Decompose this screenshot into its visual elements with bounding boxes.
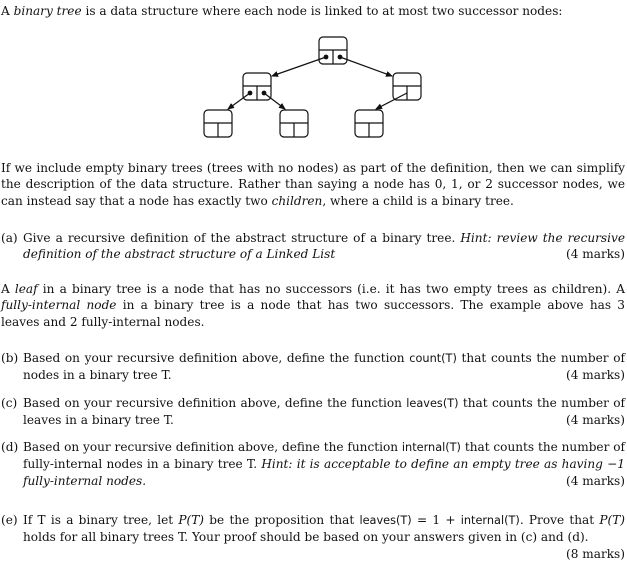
tree-edge	[340, 57, 392, 76]
tree-node-root	[319, 37, 347, 64]
tree-leaf-3	[355, 110, 383, 137]
leaf-paragraph: A leaf in a binary tree is a node that has no successors (i.e. it has two empty trees as children). A fully-internal node in a binary tree is a node that has two successors. The example above has 3 leaves and 2 fully-internal nodes.	[1, 282, 626, 329]
marks: (4 marks)	[566, 473, 625, 488]
marks: (8 marks)	[566, 546, 625, 561]
tree-node-right	[393, 73, 421, 100]
tree-edge	[228, 93, 250, 109]
function-name: internal(T)	[401, 441, 461, 454]
tree-leaf-1	[204, 110, 232, 137]
question-c: (c) Based on your recursive definition above, define the function leaves(T) that counts the number of leaves in a binary tree T. (4 marks)	[1, 396, 625, 428]
function-name: internal(T)	[460, 514, 520, 527]
marks: (4 marks)	[566, 368, 625, 383]
question-a: (a) Give a recursive definition of the abstract structure of a binary tree. Hint: review the recursive definition of the abstract structure of a Linked List (4 marks)	[1, 231, 625, 262]
tree-node-left	[243, 73, 271, 100]
question-e: (e) If T is a binary tree, let P(T) be the proposition that leaves(T) = 1 + internal(T). Prove that P(T) holds for all binary trees T. Your proof should be based on your answers given in (c) and (d). (8 marks)	[1, 513, 626, 561]
question-label: (a)	[1, 231, 18, 245]
question-label: (c)	[1, 396, 18, 410]
marks: (4 marks)	[566, 413, 625, 428]
tree-edge	[376, 93, 407, 109]
question-label: (b)	[1, 351, 19, 365]
question-label: (d)	[1, 440, 19, 454]
tree-leaf-2	[280, 110, 308, 137]
function-name: leaves(T)	[359, 514, 412, 527]
tree-edge	[272, 57, 326, 76]
definition-paragraph: If we include empty binary trees (trees with no nodes) as part of the definition, then we can simplify the description of the data structure. Rather than saying a node has 0, 1, or 2 successor nodes, we can instead say that a node has exactly two children, where a child is a binary tree.	[1, 161, 625, 208]
function-name: count(T)	[409, 352, 457, 365]
intro-text: A binary tree is a data structure where each node is linked to at most two successor nodes:	[1, 4, 563, 18]
hint-text: Hint: it is acceptable to define an empty tree as having −1 fully-internal nodes.	[23, 457, 625, 488]
binary-tree-diagram	[0, 0, 627, 150]
function-name: leaves(T)	[406, 397, 459, 410]
hint-text: Hint: review the recursive definition of the abstract structure of a Linked List	[23, 231, 625, 262]
tree-edge	[264, 93, 285, 109]
question-label: (e)	[1, 513, 18, 527]
question-b: (b) Based on your recursive definition above, define the function count(T) that counts the number of nodes in a binary tree T. (4 marks)	[1, 351, 625, 383]
question-d: (d) Based on your recursive definition above, define the function internal(T) that counts the number of fully-internal nodes in a binary tree T. Hint: it is acceptable to define an empty tree as having −1 fully-internal nodes. (4 marks)	[1, 440, 625, 488]
marks: (4 marks)	[566, 247, 625, 262]
